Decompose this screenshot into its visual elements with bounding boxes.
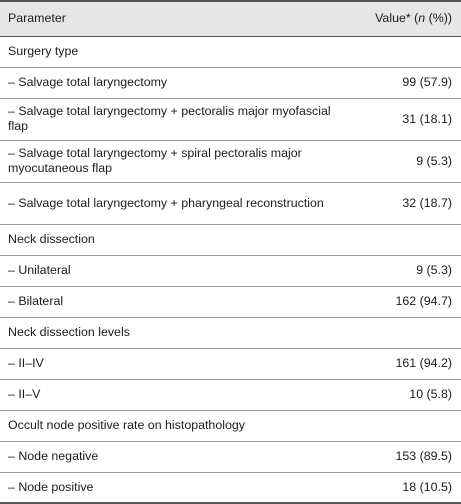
table-row: [0, 98, 461, 140]
row-label: – Unilateral: [0, 255, 352, 286]
row-value: [352, 224, 461, 255]
table-row: [0, 286, 461, 317]
row-value: 9 (5.3): [352, 255, 461, 286]
row-value: [352, 410, 461, 441]
header-value-prefix: Value* (: [375, 11, 419, 26]
row-label: – II–IV: [0, 348, 352, 379]
row-label: – Node positive: [0, 472, 352, 503]
row-label: Surgery type: [0, 36, 352, 67]
header-value-suffix: (%)): [425, 11, 452, 26]
table-header: [0, 1, 461, 36]
table-row: [0, 441, 461, 472]
table-row: [0, 255, 461, 286]
header-parameter: Parameter: [0, 1, 352, 36]
row-value: [352, 36, 461, 67]
table-row: [0, 67, 461, 98]
row-label: – Salvage total laryngectomy + pharyngeal reconstruction: [0, 182, 352, 224]
row-value: 161 (94.2): [352, 348, 461, 379]
table-row: [0, 472, 461, 503]
row-label: – Node negative: [0, 441, 352, 472]
row-value: 10 (5.8): [352, 379, 461, 410]
row-value: 153 (89.5): [352, 441, 461, 472]
header-value: [352, 1, 461, 36]
row-value: 31 (18.1): [352, 98, 461, 140]
table-body: [0, 36, 461, 503]
row-label: – Salvage total laryngectomy + spiral pectoralis major myocutaneous flap: [0, 140, 352, 182]
table-row: [0, 379, 461, 410]
row-value: 162 (94.7): [352, 286, 461, 317]
table-row-section: [0, 36, 461, 67]
row-value: 18 (10.5): [352, 472, 461, 503]
table-row: [0, 348, 461, 379]
row-label: Occult node positive rate on histopathology: [0, 410, 352, 441]
row-value: 9 (5.3): [352, 140, 461, 182]
table-row: [0, 182, 461, 224]
table-row-section: [0, 410, 461, 441]
header-row: [0, 1, 461, 36]
table-row-section: [0, 317, 461, 348]
row-label: – Bilateral: [0, 286, 352, 317]
row-value: 99 (57.9): [352, 67, 461, 98]
row-label: Neck dissection levels: [0, 317, 352, 348]
table-row-section: [0, 224, 461, 255]
row-label: – II–V: [0, 379, 352, 410]
header-value-n: n: [418, 11, 426, 26]
row-label: Neck dissection: [0, 224, 352, 255]
row-value: 32 (18.7): [352, 182, 461, 224]
row-value: [352, 317, 461, 348]
row-label: – Salvage total laryngectomy: [0, 67, 352, 98]
table-row: [0, 140, 461, 182]
row-label: – Salvage total laryngectomy + pectoralis major myofascial flap: [0, 98, 352, 140]
